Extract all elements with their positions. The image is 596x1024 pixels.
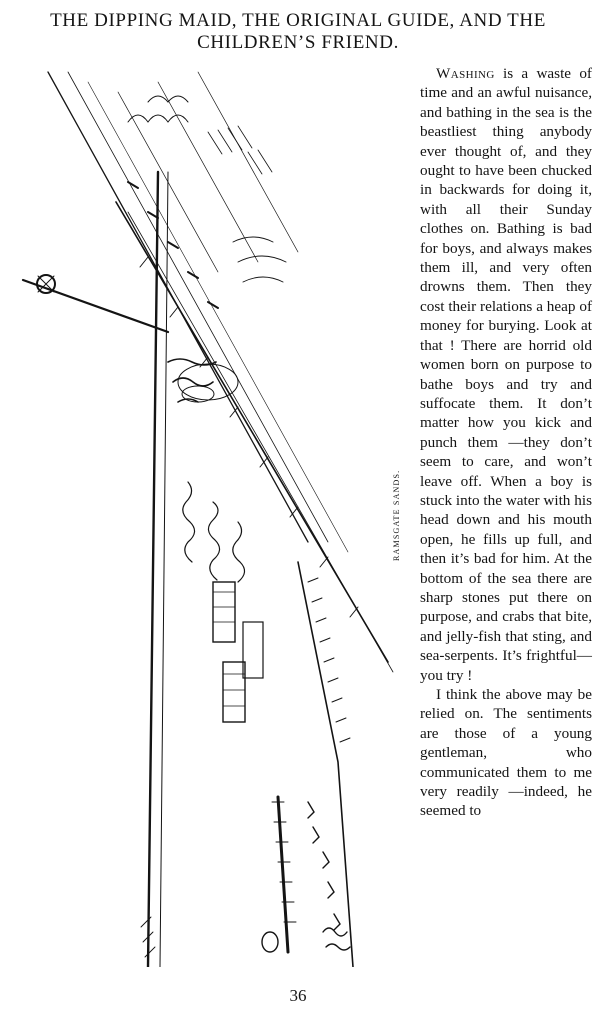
header-line-2: CHILDREN’S FRIEND. bbox=[197, 32, 399, 53]
running-header bbox=[0, 10, 596, 54]
paragraph-1-text: is a waste of time and an awful nuisance, and bathing in the sea is the beastliest thing anybody ever thought of, and they ought to have been chucked in backwards for doing it, with all their Sunday clothes on. Bathing is bad for boys, and always makes them ill, and very often drowns them. Then they cost their relations a heap of money for burying. Look at that ! There are horrid old women born on purpose to bathe boys and try and suffocate them. It don’t matter how you kick and punch them —they don’t seem to care, and won’t leave off. When a boy is stuck into the water with his head down and his mouth open, he fills up full, and then it’s bad for him. At the bottom of the sea there are sharp stones put there on purpose, and crabs that bite, and jelly-fish that sting, and sea-serpents. It’s frightful—you try ! bbox=[420, 65, 592, 684]
paragraph-2: I think the above may be relied on. The sentiments are those of a young gentleman, who communicated them to me very readily —indeed, he seemed to bbox=[420, 686, 592, 820]
paragraph-1 bbox=[420, 64, 592, 685]
page-number: 36 bbox=[289, 986, 307, 1005]
ramsgate-sands-illustration bbox=[8, 62, 400, 967]
text-column bbox=[420, 64, 592, 821]
header-line-1: THE DIPPING MAID, THE ORIGINAL GUIDE, AND THE bbox=[50, 10, 546, 31]
lead-word: Washing bbox=[436, 65, 495, 82]
illustration-caption: RAMSGATE SANDS. bbox=[392, 469, 401, 561]
